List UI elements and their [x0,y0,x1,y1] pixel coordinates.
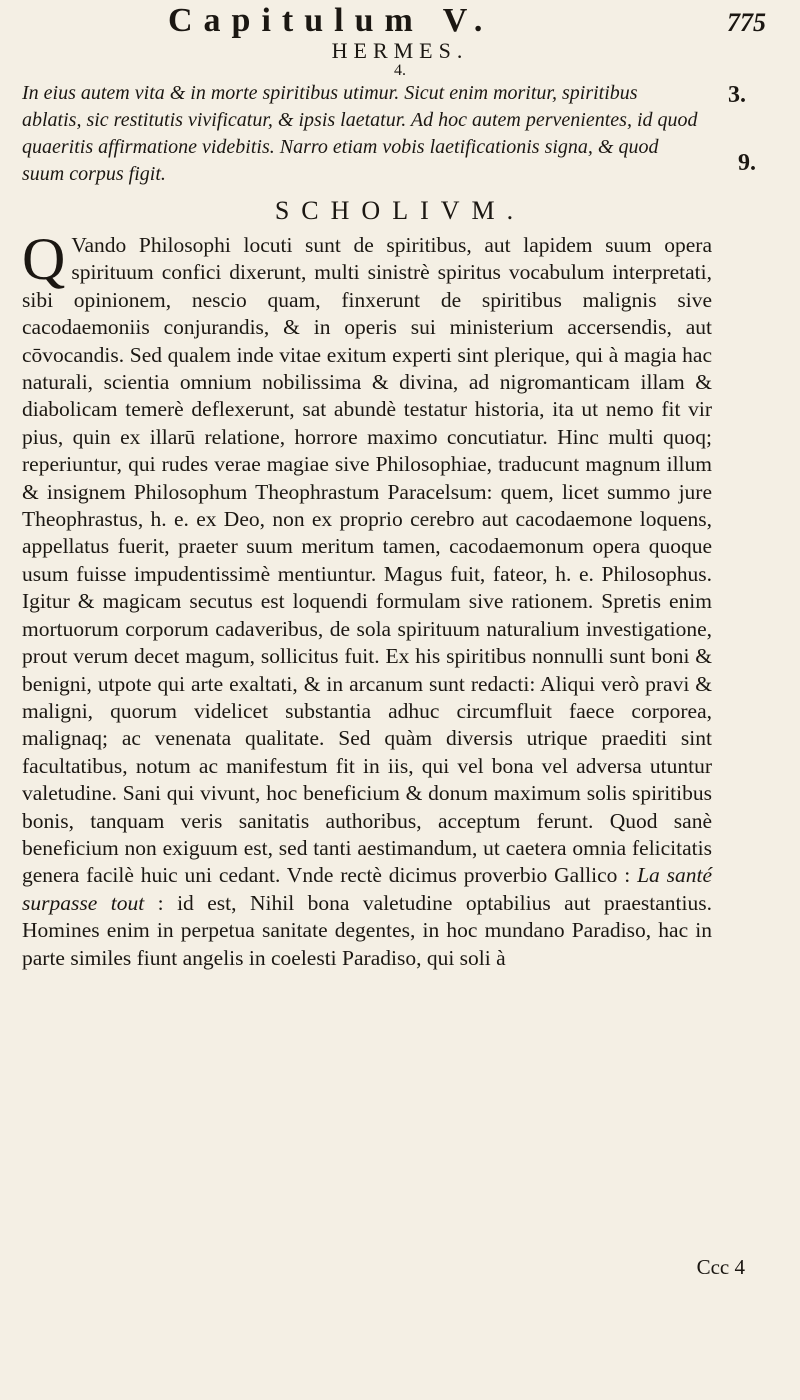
french-proverb: La santé surpasse tout [22,863,713,915]
margin-note-3: 3. [728,82,746,108]
scholium-text-part-2: : id est, Nihil bona valetudine optabilius aut praestantius. Homines enim in perpetua sanitate degentes, in hoc mundano Paradiso, hac in parte similes fiunt angelis in coelesti Paradiso, qui soli à [22,890,712,970]
margin-note-9: 9. [738,150,756,176]
scholium-text-part-1: Vando Philosophi locuti sunt de spiritibus, aut lapidem suum opera spirituum confici dixerunt, multi sinistrè spiritus vocabulum interpretati, sibi opinionem, nescio quam, finxerunt de spiritibus malignis sive cacodaemoniis conjurandis, & in operis sui ministerium accersendis, aut cōvocandis. Sed qualem inde vitae exitum experti sint plerique, qui à magia hac naturali, scientia omnium nobilissima & divina, ad nigromanticam illam & diabolicam temerè deflexerunt, sat abundè testatur historia, ita ut nemo fit vir pius, quin ex illarū relatione, horrore maximo concutiatur. Hinc multi quoq; reperiuntur, qui rudes verae magiae sive Philosophiae, traducunt magnum illum & insignem Philosophum Theophrastum Paracelsum: quem, licet summo jure Theophrastus, h. e. ex Deo, non ex proprio cerebro aut cacodaemone loquens, appellatus fuerit, praeter suum meritum tamen, cacodaemonum opera quoque usum fuisse impudentissimè mentiuntur. Magus fuit, fateor, h. e. Philosophus. Igitur & magicam secutus est loquendi formulam sive rationem. Spretis enim mortuorum corporum cadaveribus, de sola spirituum naturalium investigatione, prout verum decet magum, sollicitus fuit. Ex his spiritibus nonnulli sunt boni & benigni, utpote qui arte exaltati, & in arcanum sunt redacti: Aliqui verò pravi & maligni, quorum videlicet substantia adhuc circumfluit faece corporea, malignaq; ac venenata qualitate. Sed quàm diversis utrique praediti sint facultatibus, notum ac manifestum fit in iis, qui vel bona vel adversa utuntur valetudine. Sani qui vivunt, hoc beneficium & donum maximum solis spiritibus bonis, tanquam veris sanitatis authoribus, acceptum ferunt. Quod sanè beneficium non exiguum est, sed tanti aestimandum, ut caetera omnia felicitatis genera facilè huic uni cedant. Vnde rectè dicimus proverbio Gallico : [22,233,712,888]
drop-cap: Q [22,226,66,292]
hermes-title: HERMES. [331,38,469,63]
scholium-body [22,226,713,972]
scholium-heading: SCHOLIVM. [274,196,526,225]
page-number: 775 [727,8,766,37]
hermes-text: In eius autem vita & in morte spiritibus utimur. Sicut enim moritur, spiritibus ablatis, sic restitutis vivificatur, & ipsis laetatur. Ad hoc autem pervenientes, id quod quaeritis affirmatione videbitis. Narro etiam vobis laetificationis signa, & quod suum corpus figit. [22,82,698,185]
running-head: Capitulum V. [168,2,494,39]
section-number: 4. [394,62,406,79]
signature-catchword: Ccc 4 [696,1255,745,1279]
